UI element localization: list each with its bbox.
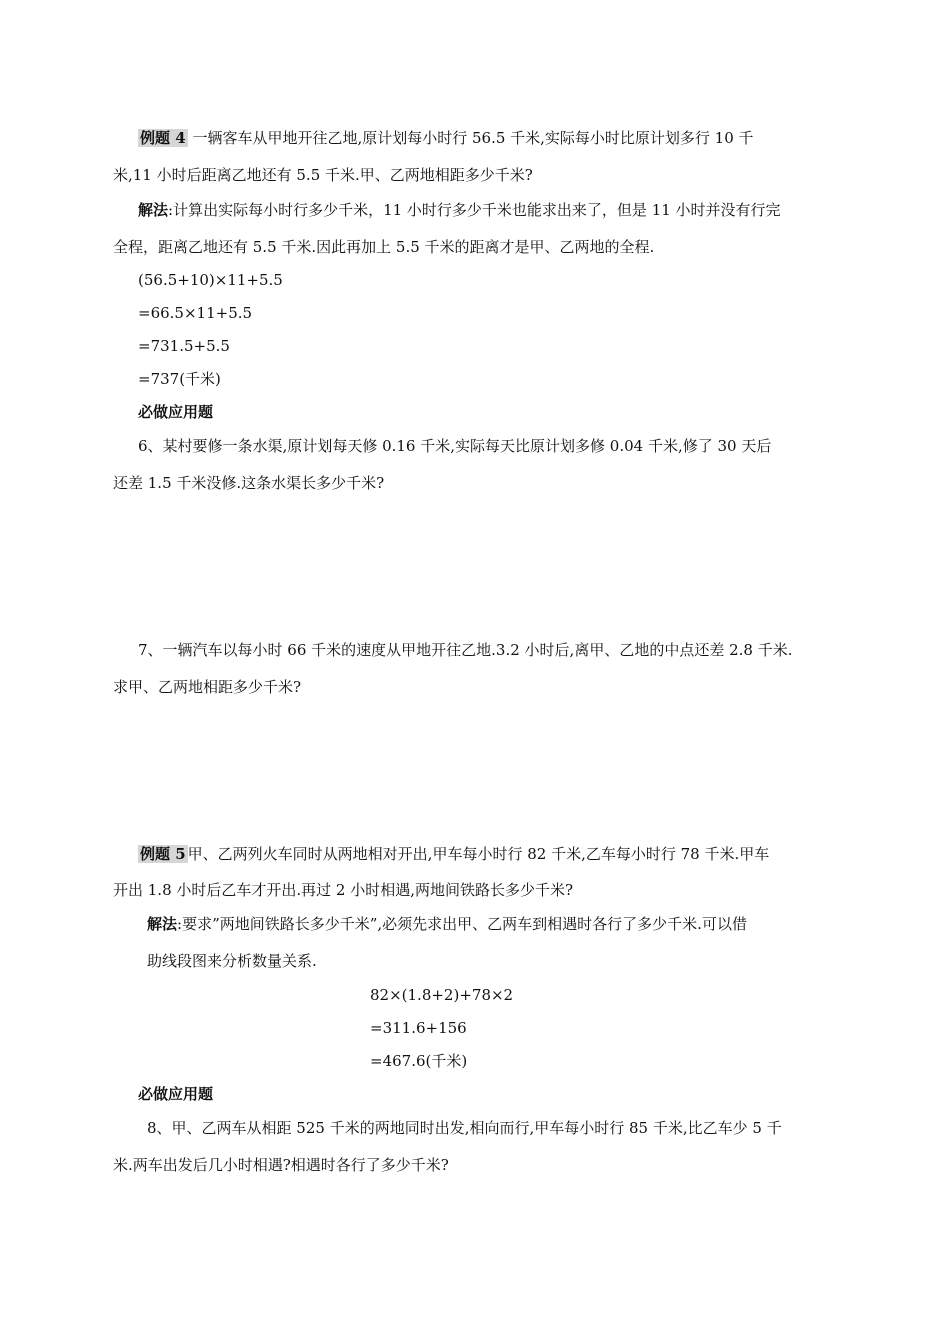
example5-text1: 甲、乙两列火车同时从两地相对开出,甲车每小时行 82 千米,乙车每小时行 78 千米.甲车 [187, 845, 770, 863]
example5-solution-line1 [147, 914, 747, 934]
example4-text1: 一辆客车从甲地开往乙地,原计划每小时行 56.5 千米,实际每小时比原计划多行 10 千 [187, 129, 754, 147]
example4-solution-text1: :计算出实际每小时行多少千米，11 小时行多少千米也能求出来了，但是 11 小时并没有行完 [168, 201, 781, 219]
example4-solution-line1 [138, 200, 781, 220]
example5-solution-line2: 助线段图来分析数量关系. [147, 952, 317, 970]
example4-calc-step4: =737(千米) [138, 370, 221, 388]
example4-solution-line2: 全程，距离乙地还有 5.5 千米.因此再加上 5.5 千米的距离才是甲、乙两地的全程. [113, 238, 655, 256]
section1-heading: 必做应用题 [138, 403, 214, 421]
example4-calc-step2: =66.5×11+5.5 [138, 304, 253, 322]
question8-line2: 米.两车出发后几小时相遇?相遇时各行了多少千米? [113, 1156, 449, 1174]
example4-calc-step1: (56.5+10)×11+5.5 [138, 271, 283, 289]
question7-line2: 求甲、乙两地相距多少千米? [113, 678, 302, 696]
example5-line1 [138, 844, 769, 864]
example4-solution-label: 解法 [138, 201, 169, 219]
example4-label: 例题 4 [140, 129, 186, 147]
example4-line1 [138, 128, 754, 148]
question6-line1: 6、某村要修一条水渠,原计划每天修 0.16 千米,实际每天比原计划多修 0.04 千米,修了 30 天后 [138, 437, 772, 455]
example5-calc-step2: =311.6+156 [370, 1019, 467, 1037]
question8-line1: 8、甲、乙两车从相距 525 千米的两地同时出发,相向而行,甲车每小时行 85 千米,比乙车少 5 千 [147, 1119, 782, 1137]
question7-line1: 7、一辆汽车以每小时 66 千米的速度从甲地开往乙地.3.2 小时后,离甲、乙地的中点还差 2.8 千米. [138, 641, 793, 659]
example5-solution-text1: :要求”两地间铁路长多少千米”,必须先求出甲、乙两车到相遇时各行了多少千米.可以借 [177, 915, 747, 933]
section2-heading: 必做应用题 [138, 1085, 214, 1103]
example5-line2: 开出 1.8 小时后乙车才开出.再过 2 小时相遇,两地间铁路长多少千米? [113, 881, 574, 899]
example4-calc-step3: =731.5+5.5 [138, 337, 230, 355]
example5-label: 例题 5 [140, 845, 186, 863]
example5-calc-step3: =467.6(千米) [370, 1052, 468, 1070]
example5-calc-step1: 82×(1.8+2)+78×2 [370, 986, 514, 1004]
example4-line2: 米,11 小时后距离乙地还有 5.5 千米.甲、乙两地相距多少千米? [113, 166, 533, 184]
example5-solution-label: 解法 [147, 915, 178, 933]
question6-line2: 还差 1.5 千米没修.这条水渠长多少千米? [113, 474, 385, 492]
